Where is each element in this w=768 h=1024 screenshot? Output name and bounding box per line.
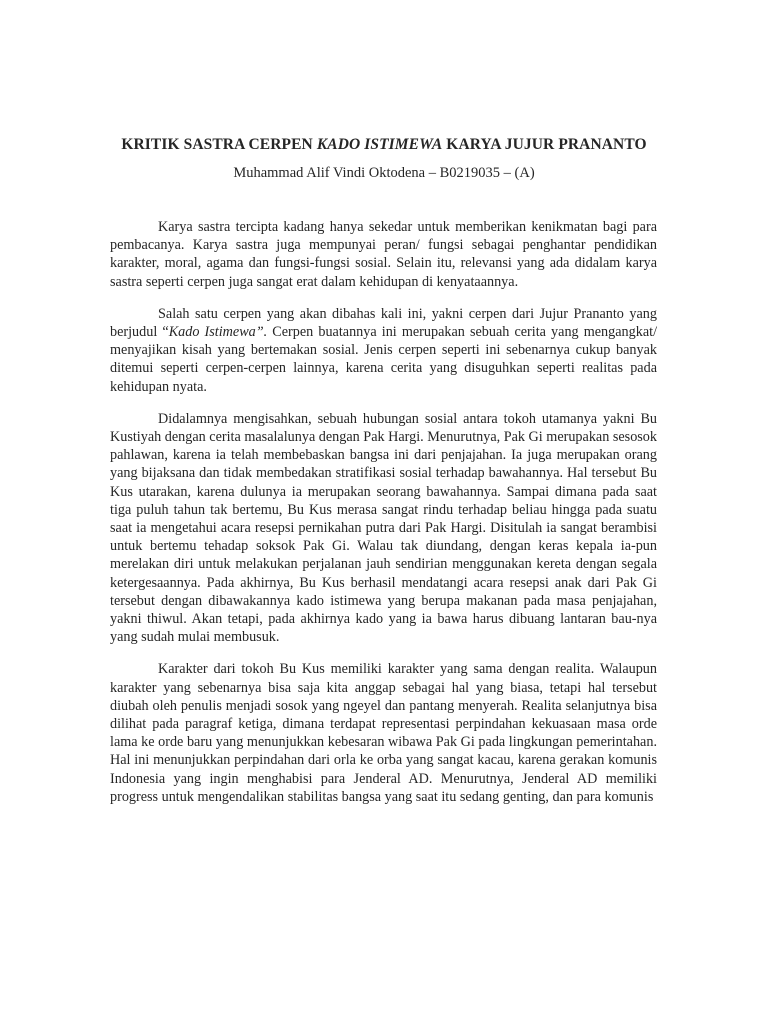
document-title xyxy=(0,136,768,154)
paragraph-1: Karya sastra tercipta kadang hanya sekedar untuk memberikan kenikmatan bagi para pembacanya. Karya sastra juga mempunyai peran/ fungsi sebagai penghantar pendidikan karakter, moral, agama dan fungsi-fungsi sosial. Selain itu, relevansi yang ada didalam karya sastra seperti cerpen juga sangat erat dalam kehidupan di kenyataannya. xyxy=(110,219,657,290)
paragraph-2-after: Cerpen buatannya ini merupakan sebuah cerita yang mengangkat/ menyajikan kisah yang bertemakan sosial. Jenis cerpen seperti ini sebenarnya cukup banyak ditemui seperti cerpen-cerpen lainnya, karena cerita yang disuguhkan seperti realitas pada kehidupan nyata. xyxy=(110,324,658,395)
paragraph-2 xyxy=(110,305,657,396)
title-prefix: KRITIK SASTRA CERPEN xyxy=(121,136,313,153)
paragraph-2-italic-title: Kado Istimewa”. xyxy=(168,324,268,341)
title-suffix: KARYA JUJUR PRANANTO xyxy=(446,136,647,153)
author-line: Muhammad Alif Vindi Oktodena – B0219035 – (A) xyxy=(233,165,535,181)
paragraph-3: Didalamnya mengisahkan, sebuah hubungan sosial antara tokoh utamanya yakni Bu Kustiyah dengan cerita masalalunya dengan Pak Hargi. Menurutnya, Pak Gi merupakan sesosok pahlawan, karena ia telah membebaskan bangsa ini dari penjajahan. Ia juga merupakan orang yang bijaksana dan tidak membedakan stratifikasi sosial terhadap bawahannya. Hal tersebut Bu Kus utarakan, karena dulunya ia merupakan seorang bawahannya. Sampai dimana pada saat tiga puluh tahun tak bertemu, Bu Kus merasa sangat rindu terhadap beliau hingga pada suatu saat ia mengetahui acara resepsi pernikahan putra dari Pak Hargi. Disitulah ia sangat berambisi untuk bertemu tehadap soksok Pak Gi. Walau tak diundang, dengan keras kepala ia-pun merelakan diri untuk melakukan perjalanan jauh sendirian menggunakan kereta dengan segala ketergesaannya. Pada akhirnya, Bu Kus berhasil mendatangi acara resepsi anak dari Pak Gi tersebut dengan dibawakannya kado istimewa yang berupa makanan pada masa penjajahan, yakni thiwul. Akan tetapi, pada akhirnya kado yang ia bawa harus dibuang lantaran bau-nya yang sudah mulai membusuk. xyxy=(110,410,657,646)
paragraph-2-before: Salah satu cerpen yang akan dibahas kali ini, yakni cerpen dari Jujur Prananto yang berjudul “ xyxy=(110,305,657,341)
title-italic-work: KADO ISTIMEWA xyxy=(316,136,443,153)
document-body xyxy=(110,218,657,820)
paragraph-4: Karakter dari tokoh Bu Kus memiliki karakter yang sama dengan realita. Walaupun karakter yang sebenarnya bisa saja kita anggap sebagai hal yang biasa, tetapi hal tersebut diubah oleh penulis menjadi sosok yang ngeyel dan pantang menyerah. Realita selanjutnya bisa dilihat pada paragraf ketiga, dimana terdapat representasi perpindahan kekuasaan masa orde lama ke orde baru yang menunjukkan kebesaran wibawa Pak Gi pada lingkungan pemerintahan. Hal ini menunjukkan perpindahan dari orla ke orba yang sangat kacau, karena gerakan komunis Indonesia yang ingin menghabisi para Jenderal AD. Menurutnya, Jenderal AD memiliki progress untuk mengendalikan stabilitas bangsa yang saat itu sedang genting, dan para komunis xyxy=(110,661,657,805)
